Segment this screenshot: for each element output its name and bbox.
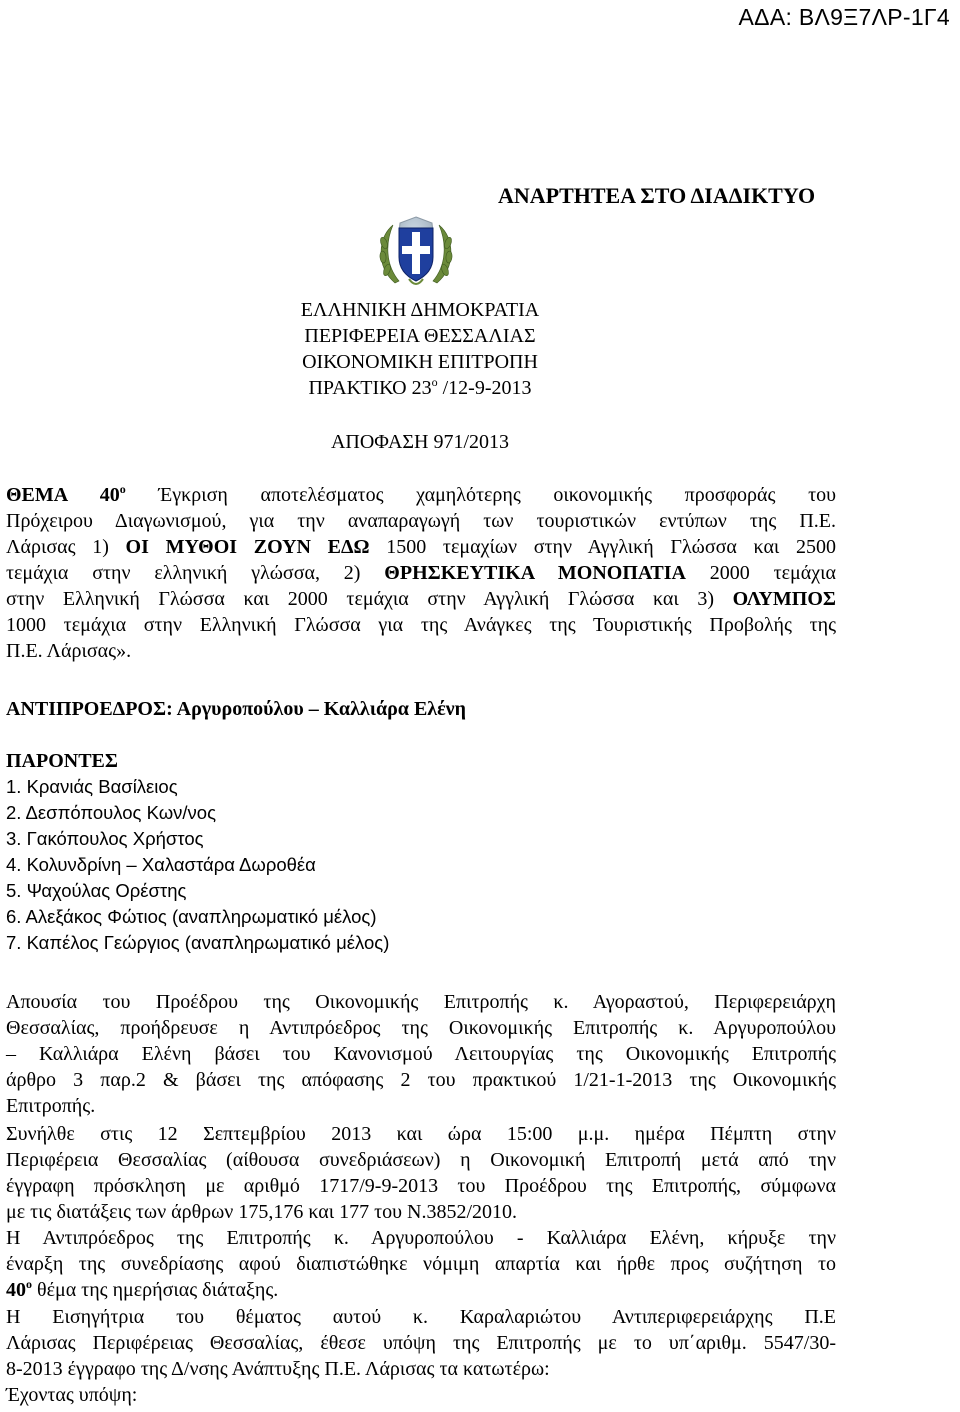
- header-region: ΠΕΡΙΦΕΡΕΙΑ ΘΕΣΣΑΛΙΑΣ: [304, 325, 536, 347]
- body-line: Συνήλθε στις 12 Σεπτεμβρίου 2013 και ώρα 15:00 μ.μ. ημέρα Πέμπτη στην: [6, 1123, 836, 1145]
- ada-code: ΑΔΑ: ΒΛ9Ξ7ΛΡ-1Γ4: [738, 4, 950, 30]
- body-line: Απουσία του Προέδρου της Οικονομικής Επιτροπής κ. Αγοραστού, Περιφερειάρχη: [6, 991, 836, 1013]
- present-member: 5. Ψαχούλας Ορέστης: [6, 880, 187, 901]
- body-line: Η Αντιπρόεδρος της Επιτροπής κ. Αργυροπούλου - Καλλιάρα Ελένη, κήρυξε την: [6, 1227, 836, 1249]
- body-paragraph-2: [6, 1121, 836, 1225]
- body-line: – Καλλιάρα Ελένη βάσει του Κανονισμού Λειτουργίας της Οικονομικής Επιτροπής: [6, 1043, 836, 1065]
- present-heading: ΠΑΡΟΝΤΕΣ: [6, 750, 118, 772]
- subject-label: ΘΕΜΑ $40^o$: [6, 482, 126, 506]
- present-member: 3. Γακόπουλος Χρήστος: [6, 828, 204, 849]
- posting-notice: ΑΝΑΡΤΗΤΕΑ ΣΤΟ ΔΙΑΔΙΚΤΥΟ: [498, 183, 816, 208]
- body-line: έγγραφη πρόσκληση με αριθμό 1717/9-9-2013 του Προέδρου της Επιτροπής, σύμφωνα: [6, 1175, 836, 1197]
- header-minutes: ΠΡΑΚΤΙΚΟ $23^o$ /12-9-2013: [308, 375, 532, 399]
- subject-line-6: 1000 τεμάχια στην Ελληνική Γλώσσα για της Ανάγκες της Τουριστικής Προβολής της: [6, 614, 836, 636]
- body-paragraph-3: [6, 1225, 836, 1303]
- header-country: ΕΛΛΗΝΙΚΗ ΔΗΜΟΚΡΑΤΙΑ: [300, 299, 540, 321]
- subject-line-2: Πρόχειρου Διαγωνισμού, για την αναπαραγωγή των τουριστικών εντύπων της Π.Ε.: [6, 510, 836, 532]
- present-member: 1. Κρανιάς Βασίλειος: [6, 776, 178, 797]
- body-line: $40^o$ θέμα της ημερήσιας διάταξης.: [6, 1277, 279, 1301]
- body-line: Επιτροπής.: [6, 1095, 96, 1117]
- present-member: 4. Κολυνδρίνη – Χαλαστάρα Δωροθέα: [6, 854, 316, 875]
- body-line: 8-2013 έγγραφο της Δ/νσης Ανάπτυξης Π.Ε. Λάρισας τα κατωτέρω:: [6, 1358, 550, 1380]
- body-line: Έχοντας υπόψη:: [6, 1384, 138, 1406]
- present-member: 6. Αλεξάκος Φώτιος (αναπληρωματικό μέλος): [6, 906, 377, 927]
- body-paragraph-1: [6, 989, 836, 1119]
- body-line: Η Εισηγήτρια του θέματος αυτού κ. Καραλαριώτου Αντιπεριφερειάρχης Π.Ε: [6, 1306, 836, 1328]
- subject-line-3: Λάρισας 1) ΟΙ ΜΥΘΟΙ ΖΟΥΝ ΕΔΩ 1500 τεμαχίων στην Αγγλική Γλώσσα και 2500: [6, 536, 836, 558]
- body-line: Θεσσαλίας, προήδρευσε η Αντιπρόεδρος της Οικονομικής Επιτροπής κ. Αργυροπούλου: [6, 1017, 836, 1039]
- subject-line-7: Π.Ε. Λάρισας».: [6, 640, 132, 662]
- body-line: έναρξη της συνεδρίασης αφού διαπιστώθηκε νόμιμη απαρτία και ήρθε προς συζήτηση το: [6, 1253, 836, 1275]
- present-member: 7. Καπέλος Γεώργιος (αναπληρωματικό μέλος): [6, 932, 390, 953]
- body-line: Περιφέρεια Θεσσαλίας (αίθουσα συνεδριάσεων) η Οικονομική Επιτροπή μετά από την: [6, 1149, 836, 1171]
- subject-line-1: ΘΕΜΑ $40^o$ Έγκριση αποτελέσματος χαμηλότερης οικονομικής προσφοράς του: [6, 482, 837, 506]
- header-decision: ΑΠΟΦΑΣΗ 971/2013: [330, 431, 510, 453]
- greek-coat-of-arms-icon: [375, 213, 457, 295]
- body-paragraph-4: [6, 1304, 836, 1408]
- body-line: Λάρισας Περιφέρειας Θεσσαλίας, έθεσε υπόψη της Επιτροπής με το υπ΄αριθμ. 5547/30-: [6, 1332, 836, 1354]
- vice-chair: ΑΝΤΙΠΡΟΕΔΡΟΣ: Αργυροπούλου – Καλλιάρα Ελένη: [6, 698, 466, 720]
- body-line: με τις διατάξεις των άρθρων 175,176 και 177 του Ν.3852/2010.: [6, 1201, 518, 1223]
- body-line: άρθρο 3 παρ.2 & βάσει της απόφασης 2 του πρακτικού 1/21-1-2013 της Οικονομικής: [6, 1069, 836, 1091]
- subject-line-4: τεμάχια στην ελληνική γλώσσα, 2) ΘΡΗΣΚΕΥΤΙΚΑ ΜΟΝΟΠΑΤΙΑ 2000 τεμάχια: [6, 562, 836, 584]
- present-member: 2. Δεσπόπουλος Κων/νος: [6, 802, 216, 823]
- subject-line-5: στην Ελληνική Γλώσσα και 2000 τεμάχια στην Αγγλική Γλώσσα και 3) ΟΛΥΜΠΟΣ: [6, 588, 836, 610]
- subject-block: [6, 482, 836, 664]
- header-committee: ΟΙΚΟΝΟΜΙΚΗ ΕΠΙΤΡΟΠΗ: [302, 351, 538, 373]
- present-block: [6, 748, 836, 956]
